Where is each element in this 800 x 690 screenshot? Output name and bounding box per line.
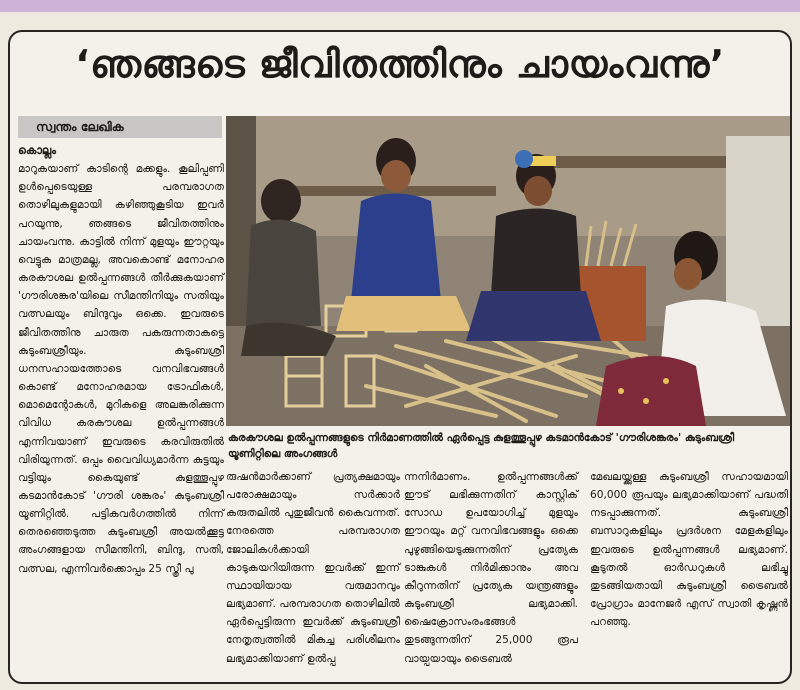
article-text-col3: ന്നനിർമാണം. ഉൽപ്പന്നങ്ങൾക്ക് ഈട് ലഭിക്കുന്നതിന് കാസ്റ്റിക് സോഡ ഉപയോഗിച്ച് മുളയും ഈറയും മറ്റ് വനവിഭവങ്ങളും ഒക്കെ പുഴുങ്ങിയെടുക്കുന്നതിന് പ്രത്യേക ടാങ്കുകൾ നിർമിക്കാനും അവ കീറുന്നതിന് പ്രത്യേക യന്ത്രങ്ങളും കുടുംബശ്രീ ലഭ്യമാക്കി. ഷൈക്രോസംരംഭങ്ങൾ തുടങ്ങുന്നതിന് 25,000 രൂപ വായ്പയായും ട്രൈബൽ: [404, 471, 578, 665]
article-column-1: [18, 142, 224, 578]
news-photo: [226, 116, 792, 426]
news-clipping: [8, 30, 792, 684]
dateline: കൊല്ലം: [18, 144, 56, 157]
article-text-col1: മാറുകയാണ് കാടിന്റെ മക്കളും. കൂലിപ്പണി ഉൾപ്പെടെയുള്ള പരമ്പരാഗത തൊഴിലുകളുമായി കഴിഞ്ഞുകൂടിയ ഇവർ പറയുന്നു, ഞങ്ങടെ ജീവിതത്തിനും ചായംവന്നു. കാട്ടിൽ നിന്ന് മുളയും ഈറ്റയും വെട്ടുക മാത്രമല്ല, അവകൊണ്ട് മനോഹര കരകൗശല ഉൽപ്പന്നങ്ങൾ തീർക്കുകയാണ് 'ഗൗരിശങ്കര'യിലെ സീമന്തിനിയും സതിയും വത്സലയും ബിന്ദുവും ഒക്കെ. ഇവരുടെ ജീവിതത്തിനു ചാരുത പകരുന്നതാകട്ടെ കുടുംബശ്രീയും. കുടുംബശ്രീ ധനസഹായത്തോടെ വനവിഭവങ്ങൾ കൊണ്ട് മനോഹരമായ ട്രോഫികൾ, മൊമെന്റോകൾ, മുറികളെ അലങ്കരിക്കുന്ന വിവിധ കരകൗശല ഉൽപ്പന്നങ്ങൾ എന്നിവയാണ് ഇവരുടെ കരവിരുതിൽ വിരിയുന്നത്. ഒപ്പം വൈവിധ്യമാർന്ന കുട്ടയും വട്ടിയും കൈയുണ്ട് കുളത്തൂപ്പുഴ കടമാൻകോട് 'ഗൗരി ശങ്കരം' കുടുംബശ്രീ യൂണിറ്റിൽ. പട്ടികവർഗത്തിൽ നിന്ന് തെരഞ്ഞെടുത്ത കുടുംബശ്രീ അയൽക്കൂട്ട അംഗങ്ങളായ സീമന്തിനി, ബിന്ദു, സതി, വത്സല, എന്നിവർക്കൊപ്പം 25 സ്ത്രീ പു: [18, 163, 224, 575]
article-column-4: [590, 468, 788, 631]
article-column-3: [404, 468, 578, 668]
article-text-col4: മേഖലയ്ക്കുള്ള കുടുംബശ്രീ സഹായമായി 60,000 രൂപയും ലഭ്യമാക്കിയാണ് പദ്ധതി നടപ്പാക്കുന്നത്. കുടുംബശ്രീ ബസാറുകളിലും പ്രദർശന മേളകളിലും ഇവരുടെ ഉൽപ്പന്നങ്ങൾ ലഭ്യമാണ്. കൂടുതൽ ഓർഡറുകൾ ലഭിച്ചു തുടങ്ങിയതായി കുടുംബശ്രീ ട്രൈബൽ പ്രോഗ്രാം മാനേജർ എസ് സ്വാതി കൃഷ്ണൻ പറഞ്ഞു.: [590, 471, 788, 629]
headline: ‘ഞങ്ങടെ ജീവിതത്തിനും ചായംവന്നു’: [75, 42, 725, 86]
article-column-2: [226, 468, 400, 668]
article-text-col2: രുഷൻമാർക്കാണ് പ്രത്യക്ഷമായും പരോക്ഷമായും സർക്കാർ കരുതലിൽ പുതുജീവൻ കൈവന്നത്. നേരത്തെ പരമ്പരാഗത ജോലികൾക്കായി കാടുകയറിയിരുന്ന ഇവർക്ക് ഇന്ന് സ്ഥായിയായ വരുമാനവും ലഭ്യമാണ്. പരമ്പരാഗത തൊഴിലിൽ ഏർപ്പെട്ടിരുന്ന ഇവർക്ക് കുടുംബശ്രീ നേതൃത്വത്തിൽ മികച്ച പരിശീലനം ലഭ്യമാക്കിയാണ് ഉൽപ്പ: [226, 471, 400, 665]
photo-caption: കരകൗശല ഉൽപ്പന്നങ്ങളുടെ നിർമാണത്തിൽ ഏർപ്പെട്ട കുളത്തൂപ്പുഴ കടമാൻകോട് 'ഗൗരിശങ്കരം' കുടുംബശ്രീ യൂണിറ്റിലെ അംഗങ്ങൾ: [228, 432, 735, 460]
top-color-band: [0, 0, 800, 12]
byline: സ്വന്തം ലേഖിക: [18, 116, 222, 138]
